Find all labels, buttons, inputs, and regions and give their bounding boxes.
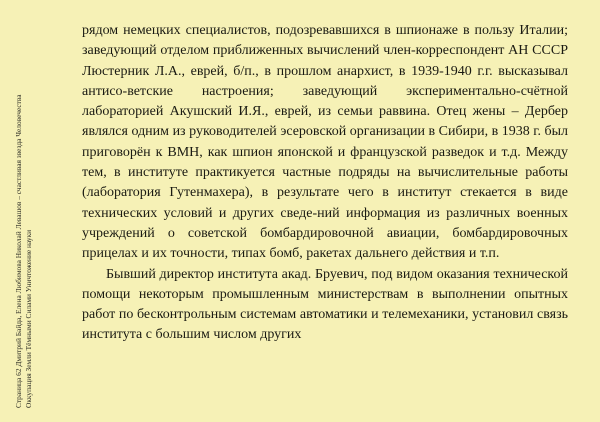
paragraph: Бывший директор института акад. Бруевич, под видом оказания технической помощи некоторым промышленным министерствам в выполнении опытных работ по бесконтрольным системам автоматики и телемеханики, установил связь института с большим числом других (82, 266, 568, 343)
side-caption-line-2: Оккупация Земли Тёмными Силами Уничтожение науки (23, 229, 33, 408)
page-text (82, 21, 568, 346)
side-caption (14, 8, 33, 408)
side-caption-line-1: Страница 62 Дмитрий Байда, Елена Любимова Николай Левашов – счастливая звезда Человечества (14, 94, 23, 408)
paragraph: рядом немецких специалистов, подозревавшихся в шпионаже в пользу Италии; заведующий отделом приближенных вычислений член-корреспондент АН СССР Люстерник Л.А., еврей, б/п., в прошлом анархист, в 1939-1940 г.г. высказывал антисо-ветские настроения; заведующий экспериментально-счётной лабораторией Акушский И.Я., еврей, из семьи раввина. Отец жены – Дербер являлся одним из руководителей эсеровской организации в Сибири, в 1938 г. был приговорён к ВМН, как шпион японской и французской разведок и т.д. Между тем, в институте практикуется частные подряды на вычислительные работы (лаборатория Гутенмахера), в результате чего в институт стекается в виде технических условий и других сведе-ний информация из различных военных учреждений о советской бомбардировочной авиации, бомбардировочных прицелах и их точности, типах бомб, ракетах дальнего действия и т.п. (82, 23, 568, 262)
